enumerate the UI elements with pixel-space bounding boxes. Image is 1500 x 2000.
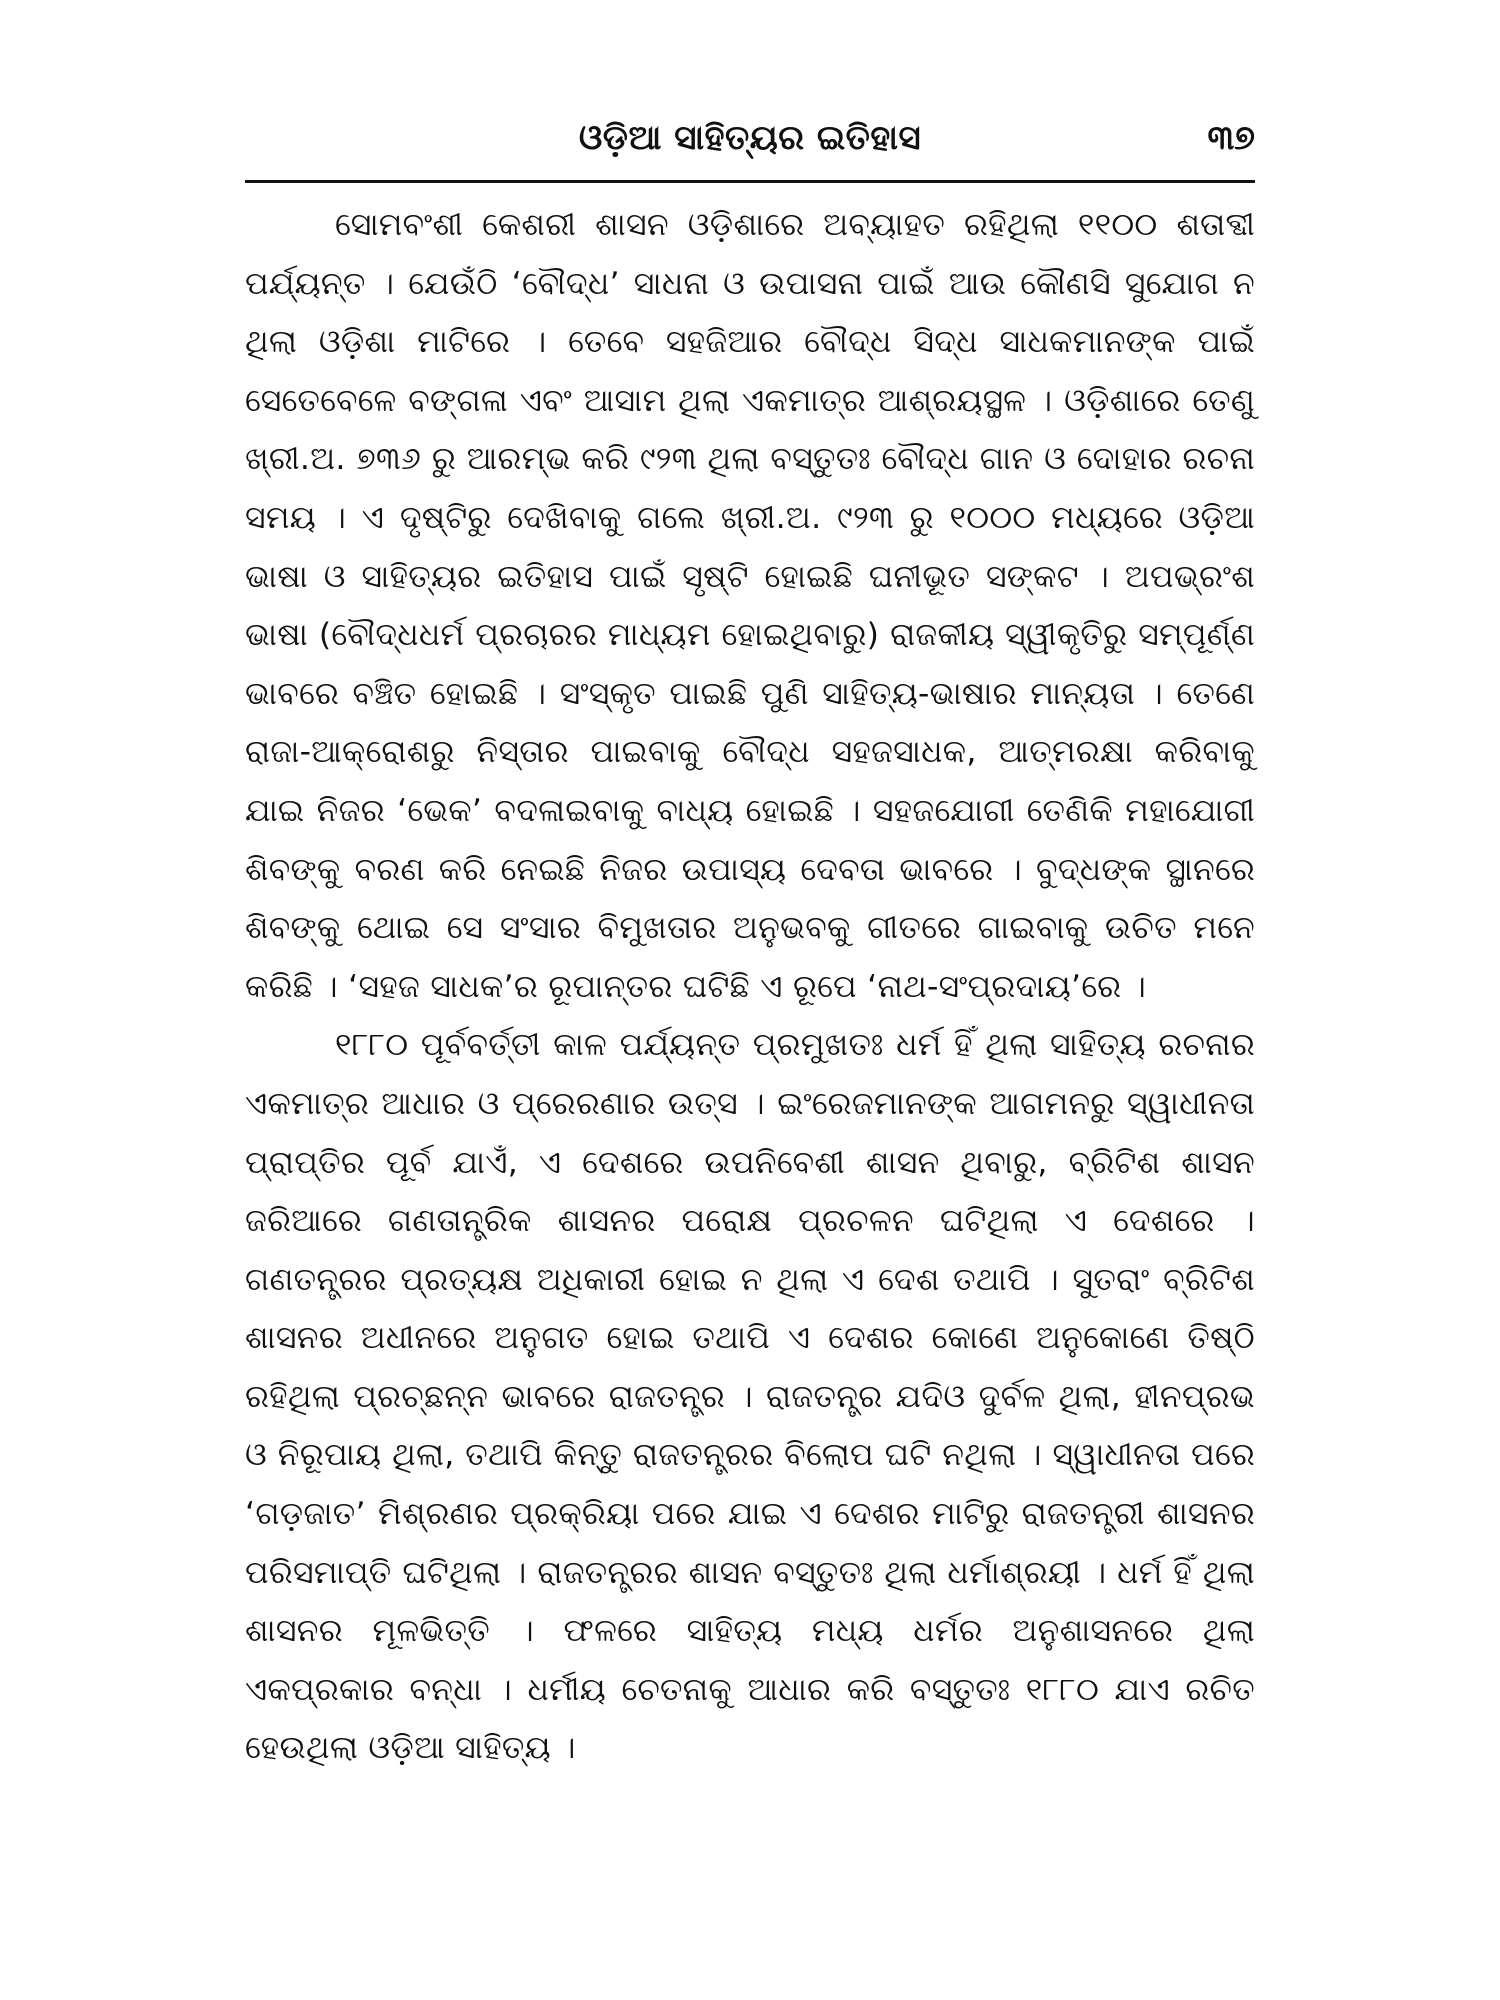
paragraph-2: ୧୮୮୦ ପୂର୍ବବର୍ତ୍ତୀ କାଳ ପର୍ଯ୍ୟନ୍ତ ପ୍ରମୁଖତଃ ଧର୍ମ ହିଁ ଥିଲା ସାହିତ୍ୟ ରଚନାର ଏକମାତ୍ର ଆଧାର ଓ ପ୍ରେରଣାର ଉତ୍ସ । ଇଂରେଜମାନଙ୍କ ଆଗମନରୁ ସ୍ୱାଧୀନତା ପ୍ରାପ୍ତିର ପୂର୍ବ ଯାଏଁ, ଏ ଦେଶରେ ଉପନିବେଶୀ ଶାସନ ଥିବାରୁ, ବ୍ରିଟିଶ ଶାସନ ଜରିଆରେ ଗଣତାନ୍ତ୍ରିକ ଶାସନର ପରୋକ୍ଷ ପ୍ରଚଳନ ଘଟିଥିଲା ଏ ଦେଶରେ । ଗଣତନ୍ତ୍ରର ପ୍ରତ୍ୟକ୍ଷ ଅଧିକାରୀ ହୋଇ ନ ଥିଲା ଏ ଦେଶ ତଥାପି । ସୁତରାଂ ବ୍ରିଟିଶ ଶାସନର ଅଧୀନରେ ଅନୁଗତ ହୋଇ ତଥାପି ଏ ଦେଶର କୋଣେ ଅନୁକୋଣେ ତିଷ୍ଠି ରହିଥିଲା ପ୍ରଚ୍ଛନ୍ନ ଭାବରେ ରାଜତନ୍ତ୍ର । ରାଜତନ୍ତ୍ର ଯଦିଓ ଦୁର୍ବଳ ଥିଲା, ହୀନପ୍ରଭ ଓ ନିରୂପାୟ ଥିଲା, ତଥାପି କିନ୍ତୁ ରାଜତନ୍ତ୍ରର ବିଲୋପ ଘଟି ନଥିଲା । ସ୍ୱାଧୀନତା ପରେ ‘ଗଡ଼ଜାତ’ ମିଶ୍ରଣର ପ୍ରକ୍ରିୟା ପରେ ଯାଇ ଏ ଦେଶର ମାଟିରୁ ରାଜତନ୍ତ୍ରୀ ଶାସନର ପରିସମାପ୍ତି ଘଟିଥିଲା । ରାଜତନ୍ତ୍ରର ଶାସନ ବସ୍ତୁତଃ ଥିଲା ଧର୍ମାଶ୍ରୟୀ । ଧର୍ମ ହିଁ ଥିଲା ଶାସନର ମୂଳଭିତ୍ତି । ଫଳରେ ସାହିତ୍ୟ ମଧ୍ୟ ଧର୍ମର ଅନୁଶାସନରେ ଥିଲା ଏକପ୍ରକାର ବନ୍ଧା । ଧର୍ମୀୟ ଚେତନାକୁ ଆଧାର କରି ବସ୍ତୁତଃ ୧୮୮୦ ଯାଏ ରଚିତ ହେଉଥିଲା ଓଡ଼ିଆ ସାହିତ୍ୟ । bbox=[245, 1027, 1255, 1767]
running-head bbox=[245, 112, 1255, 172]
page-number: ୩୭ bbox=[1207, 118, 1255, 158]
book-title: ଓଡ଼ିଆ ସାହିତ୍ୟର ଇତିହାସ bbox=[578, 118, 922, 158]
paragraph-1: ସୋମବଂଶୀ କେଶରୀ ଶାସନ ଓଡ଼ିଶାରେ ଅବ୍ୟାହତ ରହିଥିଲା ୧୧୦୦ ଶତାବ୍ଦୀ ପର୍ଯ୍ୟନ୍ତ । ଯେଉଁଠି ‘ବୌଦ୍ଧ’ ସାଧନା ଓ ଉପାସନା ପାଇଁ ଆଉ କୌଣସି ସୁଯୋଗ ନ ଥିଲା ଓଡ଼ିଶା ମାଟିରେ । ତେବେ ସହଜିଆର ବୌଦ୍ଧ ସିଦ୍ଧ ସାଧକମାନଙ୍କ ପାଇଁ ସେତେବେଳେ ବଙ୍ଗଳା ଏବଂ ଆସାମ ଥିଲା ଏକମାତ୍ର ଆଶ୍ରୟସ୍ଥଳ । ଓଡ଼ିଶାରେ ତେଣୁ ଖ୍ରୀ.ଅ. ୭୩୬ ରୁ ଆରମ୍ଭ କରି ୯୨୩ ଥିଲା ବସ୍ତୁତଃ ବୌଦ୍ଧ ଗାନ ଓ ଦୋହାର ରଚନା ସମୟ । ଏ ଦୃଷ୍ଟିରୁ ଦେଖିବାକୁ ଗଲେ ଖ୍ରୀ.ଅ. ୯୨୩ ରୁ ୧୦୦୦ ମଧ୍ୟରେ ଓଡ଼ିଆ ଭାଷା ଓ ସାହିତ୍ୟର ଇତିହାସ ପାଇଁ ସୃଷ୍ଟି ହୋଇଛି ଘନୀଭୂତ ସଙ୍କଟ । ଅପଭ୍ରଂଶ ଭାଷା (ବୌଦ୍ଧଧର୍ମ ପ୍ରଚାରର ମାଧ୍ୟମ ହୋଇଥିବାରୁ) ରାଜକୀୟ ସ୍ୱୀକୃତିରୁ ସମ୍ପୂର୍ଣ୍ଣ ଭାବରେ ବଞ୍ଚିତ ହୋଇଛି । ସଂସ୍କୃତ ପାଇଛି ପୁଣି ସାହିତ୍ୟ-ଭାଷାର ମାନ୍ୟତା । ତେଣେ ରାଜା-ଆକ୍ରୋଶରୁ ନିସ୍ତାର ପାଇବାକୁ ବୌଦ୍ଧ ସହଜସାଧକ, ଆତ୍ମରକ୍ଷା କରିବାକୁ ଯାଇ ନିଜର ‘ଭେକ’ ବଦଳାଇବାକୁ ବାଧ୍ୟ ହୋଇଛି । ସହଜଯୋଗୀ ତେଣିକି ମହାଯୋଗୀ ଶିବଙ୍କୁ ବରଣ କରି ନେଇଛି ନିଜର ଉପାସ୍ୟ ଦେବତା ଭାବରେ । ବୁଦ୍ଧଙ୍କ ସ୍ଥାନରେ ଶିବଙ୍କୁ ଥୋଇ ସେ ସଂସାର ବିମୁଖତାର ଅନୁଭବକୁ ଗୀତରେ ଗାଇବାକୁ ଉଚିତ ମନେ କରିଛି । ‘ସହଜ ସାଧକ’ର ରୂପାନ୍ତର ଘଟିଛି ଏ ରୂପେ ‘ନାଥ-ସଂପ୍ରଦାୟ’ରେ । bbox=[245, 207, 1255, 1005]
body-text bbox=[245, 196, 1255, 1778]
header-rule bbox=[245, 180, 1255, 183]
